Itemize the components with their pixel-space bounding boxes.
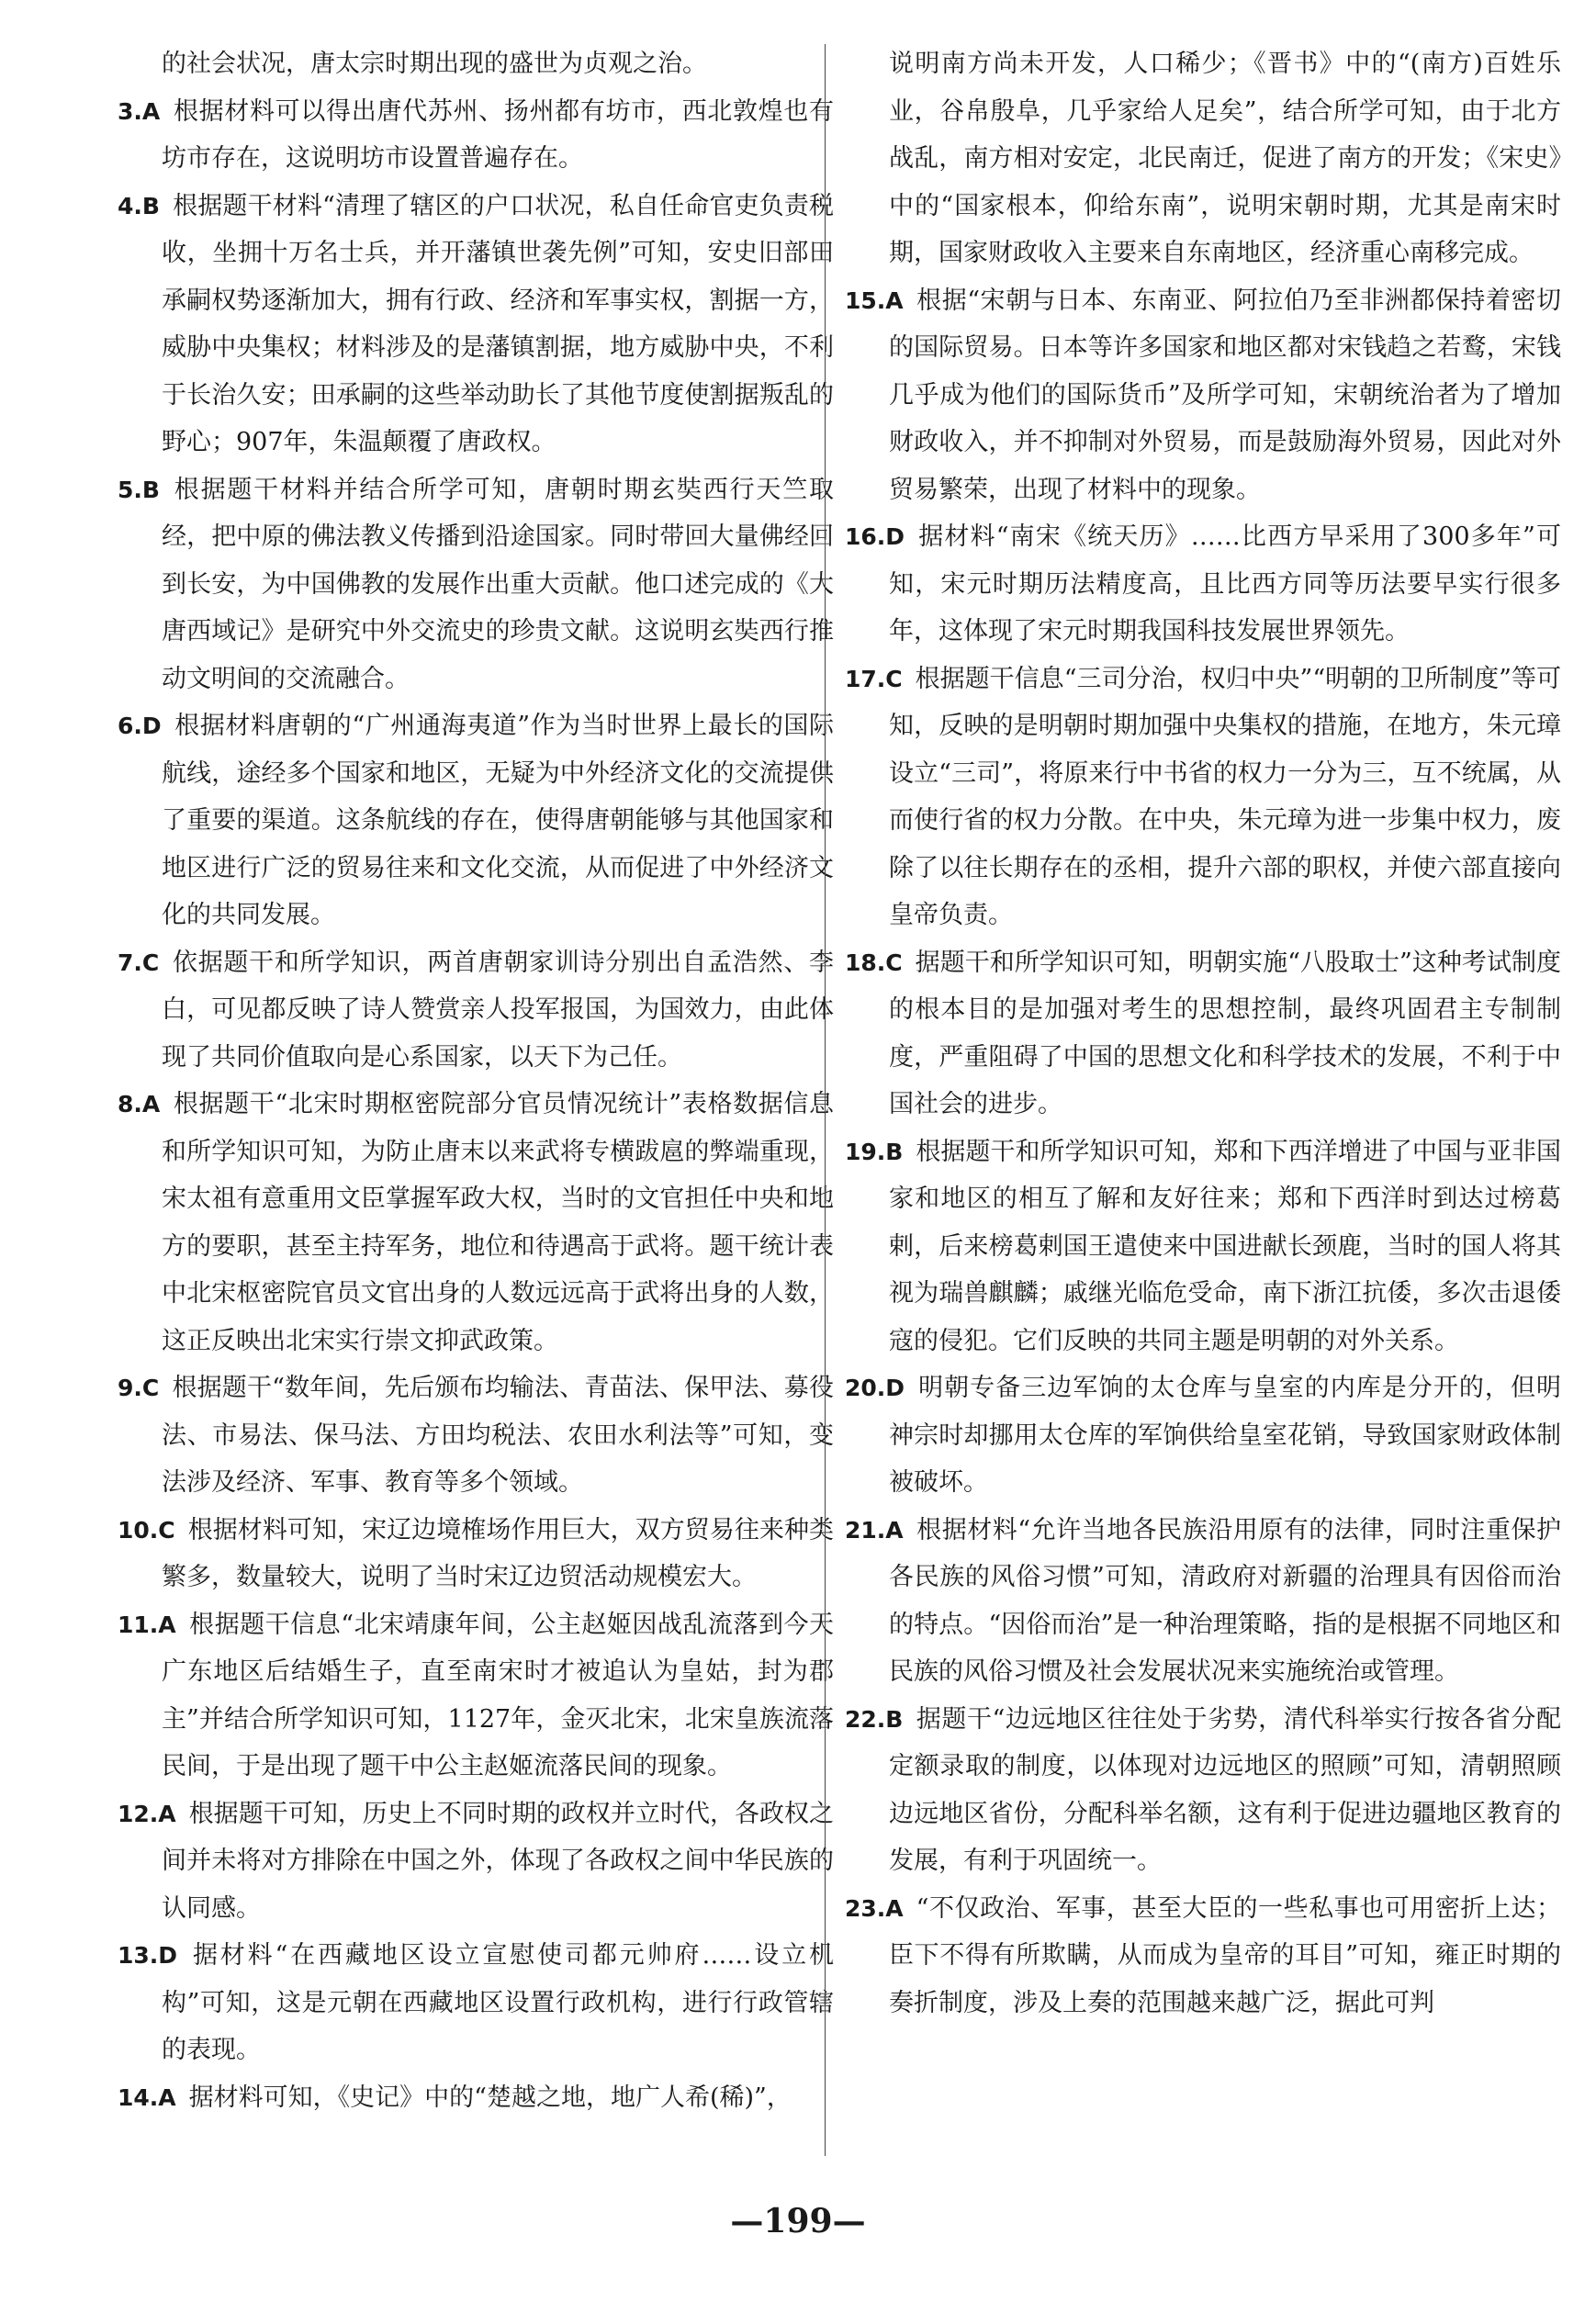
explanation-text: 根据题干“北宋时期枢密院部分官员情况统计”表格数据信息和所学知识可知，为防止唐末以来武将专横跋扈的弊端重现，宋太祖有意重用文臣掌握军政大权，当时的文官担任中央和地方的要职，甚至主持军务，地位和待遇高于武将。题干统计表中北宋枢密院官员文官出身的人数远远高于武将出身的人数，这正反映出北宋实行崇文抑武政策。: [162, 1090, 834, 1355]
answer-entry: [845, 513, 1561, 656]
answer-entry: [845, 277, 1561, 514]
answer-letter: C: [158, 1516, 175, 1544]
question-number: 6.: [118, 713, 142, 739]
question-number: 19.: [845, 1138, 886, 1165]
question-number: 15.: [845, 286, 886, 314]
question-number: 13.: [118, 1942, 159, 1969]
explanation-text: 据题干“边远地区往往处于劣势，清代科举实行按各省分配定额录取的制度，以体现对边远地区的照顾”可知，清朝照顾边远地区省份，分配科举名额，这有利于促进边疆地区教育的发展，有利于巩固统一。: [889, 1704, 1561, 1875]
question-number: 21.: [845, 1516, 886, 1544]
answer-letter: B: [141, 476, 160, 503]
answer-entry: [118, 466, 834, 703]
explanation-text: 根据题干信息“三司分治，权归中央”“明朝的卫所制度”等可知，反映的是明朝时期加强中央集权的措施，在地方，朱元璋设立“三司”，将原来行中书省的权力一分为三，互不统属，从而使行省的权力分散。在中央，朱元璋为进一步集中权力，废除了以往长期存在的丞相，提升六部的职权，并使六部直接向皇帝负责。: [889, 664, 1561, 929]
answer-letter: A: [158, 1611, 176, 1638]
explanation-text: 依据题干和所学知识，两首唐朝家训诗分别出自孟浩然、李白，可见都反映了诗人赞赏亲人投军报国，为国效力，由此体现了共同价值取向是心系国家，以天下为己任。: [162, 948, 834, 1072]
explanation-text: 说明南方尚未开发，人口稀少；《晋书》中的“(南方)百姓乐业，谷帛殷阜，几乎家给人足矣”，结合所学可知，由于北方战乱，南方相对安定，北民南迁，促进了南方的开发；《宋史》中的“国家根本，仰给东南”，说明宋朝时期，尤其是南宋时期，国家财政收入主要来自东南地区，经济重心南移完成。: [889, 50, 1561, 267]
explanation-text: “不仅政治、军事，甚至大臣的一些私事也可用密折上达；臣下不得有所欺瞒，从而成为皇帝的耳目”可知，雍正时期的奏折制度，涉及上奏的范围越来越广泛，据此可判: [889, 1893, 1561, 2017]
answer-letter: D: [885, 523, 905, 550]
explanation-text: 根据“宋朝与日本、东南亚、阿拉伯乃至非洲都保持着密切的国际贸易。日本等许多国家和地区都对宋钱趋之若鹜，宋钱几乎成为他们的国际货币”及所学可知，宋朝统治者为了增加财政收入，并不抑制对外贸易，而是鼓励海外贸易，因此对外贸易繁荣，出现了材料中的现象。: [889, 286, 1561, 504]
answer-letter: A: [885, 286, 904, 314]
answer-letter: B: [141, 192, 160, 219]
explanation-text: 据材料“南宋《统天历》……比西方早采用了300多年”可知，宋元时期历法精度高，且比西方同等历法要早实行很多年，这体现了宋元时期我国科技发展世界领先。: [889, 522, 1561, 646]
explanation-text: 根据材料可知，宋辽边境榷场作用巨大，双方贸易往来种类繁多，数量较大，说明了当时宋辽边贸活动规模宏大。: [162, 1515, 834, 1591]
question-number: 12.: [118, 1800, 159, 1827]
question-number: 20.: [845, 1375, 886, 1401]
question-number: 14.: [118, 2083, 159, 2111]
question-number: 4.: [118, 192, 142, 219]
answer-entry: [118, 1932, 834, 2074]
question-number: 9.: [118, 1375, 142, 1401]
answer-entry: [118, 2074, 834, 2122]
question-number: 23.: [845, 1894, 886, 1922]
answer-entry: [118, 1364, 834, 1507]
answer-entry: [118, 1791, 834, 1933]
explanation-text: 据材料“在西藏地区设立宣慰使司都元帅府……设立机构”可知，这是元朝在西藏地区设置行政机构，进行行政管辖的表现。: [162, 1941, 834, 2064]
answer-letter: C: [141, 1375, 160, 1401]
question-number: 3.: [118, 97, 142, 125]
answer-letter: A: [885, 1516, 904, 1544]
answer-entry: [118, 1081, 834, 1364]
answer-entry: [845, 939, 1561, 1129]
answer-entry: [845, 1129, 1561, 1365]
answer-letter: D: [885, 1375, 905, 1401]
question-number: 11.: [118, 1611, 159, 1638]
question-number: 18.: [845, 949, 886, 976]
explanation-text: 根据题干材料“清理了辖区的户口状况，私自任命官吏负责税收，坐拥十万名士兵，并开藩镇世袭先例”可知，安史旧部田承嗣权势逐渐加大，拥有行政、经济和军事实权，割据一方，威胁中央集权；材料涉及的是藩镇割据，地方威胁中央，不利于长治久安；田承嗣的这些举动助长了其他节度使割据叛乱的野心；907年，朱温颠覆了唐政权。: [162, 191, 834, 456]
question-number: 22.: [845, 1705, 886, 1733]
question-number: 5.: [118, 476, 142, 503]
explanation-text: 根据题干和所学知识可知，郑和下西洋增进了中国与亚非国家和地区的相互了解和友好往来；郑和下西洋时到达过榜葛剌，后来榜葛剌国王遣使来中国进献长颈鹿，当时的国人将其视为瑞兽麒麟；戚继光临危受命，南下浙江抗倭，多次击退倭寇的侵犯。它们反映的共同主题是明朝的对外关系。: [889, 1137, 1561, 1355]
explanation-text: 明朝专备三边军饷的太仓库与皇室的内库是分开的，但明神宗时却挪用太仓库的军饷供给皇室花销，导致国家财政体制被破坏。: [889, 1374, 1561, 1497]
answer-entry: [118, 702, 834, 939]
explanation-text: 根据材料唐朝的“广州通海夷道”作为当时世界上最长的国际航线，途经多个国家和地区，无疑为中外经济文化的交流提供了重要的渠道。这条航线的存在，使得唐朝能够与其他国家和地区进行广泛的贸易往来和文化交流，从而促进了中外经济文化的共同发展。: [162, 712, 834, 929]
explanation-text: 据题干和所学知识可知，明朝实施“八股取士”这种考试制度的根本目的是加强对考生的思想控制，最终巩固君主专制制度，严重阻碍了中国的思想文化和科学技术的发展，不利于中国社会的进步。: [889, 948, 1561, 1118]
answer-letter: B: [885, 1138, 904, 1165]
left-column: [118, 40, 834, 2121]
answer-entry: [118, 40, 834, 88]
answer-letter: C: [141, 949, 160, 976]
answer-entry: [845, 1364, 1561, 1507]
answer-entry: [845, 40, 1561, 277]
explanation-text: 根据材料“允许当地各民族沿用原有的法律，同时注重保护各民族的风俗习惯”可知，清政府对新疆的治理具有因俗而治的特点。“因俗而治”是一种治理策略，指的是根据不同地区和民族的风俗习惯及社会发展状况来实施统治或管理。: [889, 1515, 1561, 1686]
answer-entry: [118, 183, 834, 466]
answer-letter: C: [885, 665, 903, 692]
question-number: 10.: [118, 1516, 159, 1544]
answer-entry: [845, 1696, 1561, 1885]
answer-entry: [118, 1601, 834, 1791]
answer-entry: [845, 656, 1561, 939]
explanation-text: 根据材料可以得出唐代苏州、扬州都有坊市，西北敦煌也有坊市存在，这说明坊市设置普遍存在。: [162, 96, 834, 173]
answer-letter: D: [141, 713, 162, 739]
question-number: 16.: [845, 523, 886, 550]
answer-letter: A: [158, 1800, 176, 1827]
answer-letter: A: [141, 1091, 161, 1117]
explanation-text: 根据题干信息“北宋靖康年间，公主赵姬因战乱流落到今天广东地区后结婚生子，直至南宋时才被追认为皇姑，封为郡主”并结合所学知识可知，1127年，金灭北宋，北宋皇族流落民间，于是出现了题干中公主赵姬流落民间的现象。: [162, 1610, 834, 1780]
explanation-text: 根据题干材料并结合所学可知，唐朝时期玄奘西行天竺取经，把中原的佛法教义传播到沿途国家。同时带回大量佛经回到长安，为中国佛教的发展作出重大贡献。他口述完成的《大唐西域记》是研究中外交流史的珍贵文献。这说明玄奘西行推动文明间的交流融合。: [162, 475, 834, 693]
question-number: 8.: [118, 1091, 142, 1117]
answer-letter: A: [158, 2083, 176, 2111]
explanation-text: 据材料可知，《史记》中的“楚越之地，地广人希(稀)”，: [188, 2083, 792, 2112]
answer-letter: D: [158, 1942, 178, 1969]
explanation-text: 根据题干可知，历史上不同时期的政权并立时代，各政权之间并未将对方排除在中国之外，体现了各政权之间中华民族的认同感。: [162, 1799, 834, 1923]
answer-letter: C: [885, 949, 903, 976]
answer-entry: [118, 1507, 834, 1601]
answer-letter: A: [141, 97, 161, 125]
answer-letter: A: [885, 1894, 904, 1922]
answer-entry: [118, 939, 834, 1082]
answer-entry: [845, 1885, 1561, 2027]
right-column: [845, 40, 1561, 2027]
answer-entry: [118, 88, 834, 183]
question-number: 7.: [118, 949, 142, 976]
question-number: 17.: [845, 665, 886, 692]
answer-letter: B: [885, 1705, 904, 1733]
explanation-text: 的社会状况，唐太宗时期出现的盛世为贞观之治。: [162, 50, 707, 78]
answer-entry: [845, 1507, 1561, 1696]
column-divider: [825, 44, 826, 2156]
page-number: —199—: [730, 2202, 866, 2240]
explanation-text: 根据题干“数年间，先后颁布均输法、青苗法、保甲法、募役法、市易法、保马法、方田均税法、农田水利法等”可知，变法涉及经济、军事、教育等多个领域。: [162, 1374, 834, 1497]
